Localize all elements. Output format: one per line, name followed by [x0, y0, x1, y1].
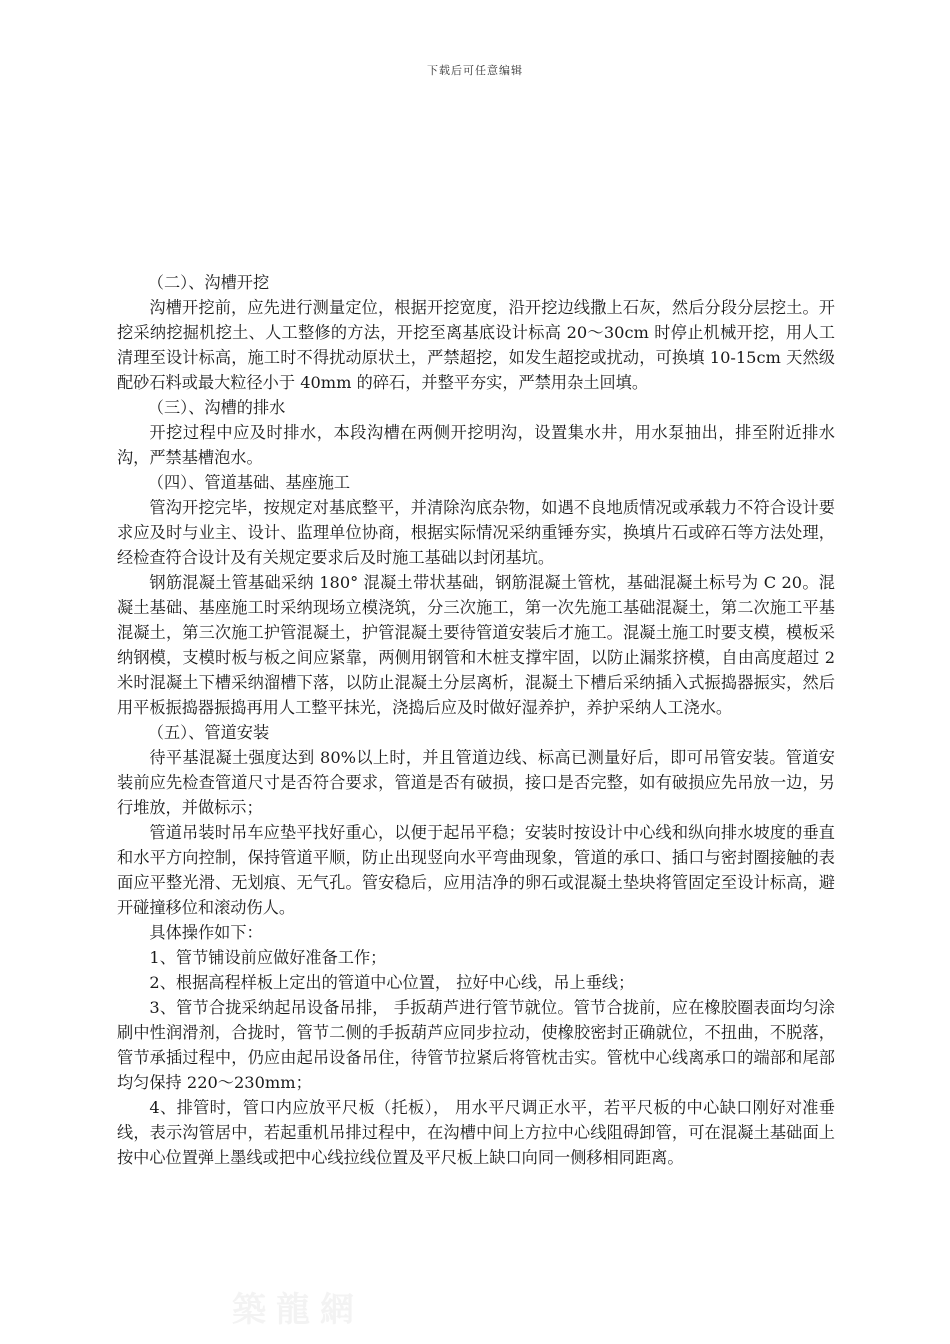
list-item: 4、排管时，管口内应放平尺板（托板）， 用水平尺调正水平，若平尺板的中心缺口刚好对准垂线，表示沟管居中，若起重机吊排过程中，在沟槽中间上方拉中心线阻碍卸管，可在混凝土基础面上按中心位置弹上墨线或把中心线拉线位置及平尺板上缺口向同一侧移相同距离。 — [117, 1098, 835, 1167]
section-heading: （二）、沟槽开挖 — [147, 273, 270, 292]
paragraph: 管沟开挖完毕，按规定对基底整平，并清除沟底杂物，如遇不良地质情况或承载力不符合设计要求应及时与业主、设计、监理单位协商，根据实际情况采纳重锤夯实，换填片石或碎石等方法处理，经检查符合设计及有关规定要求后及时施工基础以封闭基坑。 — [117, 498, 835, 567]
paragraph: 待平基混凝土强度达到 80%以上时，并且管道边线、标高已测量好后，即可吊管安装。管道安装前应先检查管道尺寸是否符合要求，管道是否有破损，接口是否完整，如有破损应先吊放一边，另行堆放，并做标示； — [117, 748, 835, 817]
watermark: 築龍網 — [232, 1290, 364, 1330]
section-heading: （三）、沟槽的排水 — [147, 398, 286, 417]
paragraph: 开挖过程中应及时排水，本段沟槽在两侧开挖明沟，设置集水井，用水泵抽出，排至附近排水沟，严禁基槽泡水。 — [117, 423, 835, 467]
list-item: 1、管节铺设前应做好准备工作； — [149, 948, 387, 967]
paragraph: 钢筋混凝土管基础采纳 180° 混凝土带状基础，钢筋混凝土管枕，基础混凝土标号为 C 20。混凝土基础、基座施工时采纳现场立模浇筑，分三次施工，第一次先施工基础混凝土，第二次施工平基混凝土，第三次施工护管混凝土，护管混凝土要待管道安装后才施工。混凝土施工时要支模，模板采纳钢模，支模时板与板之间应紧靠，两侧用钢管和木桩支撑牢固，以防止漏浆挤模，自由高度超过 2 米时混凝土下槽采纳溜槽下落，以防止混凝土分层离析，混凝土下槽后采纳插入式振捣器振实，然后用平板振捣器振捣再用人工整平抹光，浇捣后应及时做好湿养护，养护采纳人工浇水。 — [117, 573, 835, 717]
document-body — [117, 270, 835, 1170]
paragraph: 具体操作如下： — [149, 923, 263, 942]
paragraph: 沟槽开挖前，应先进行测量定位，根据开挖宽度，沿开挖边线撒上石灰，然后分段分层挖土。开挖采纳挖掘机挖土、人工整修的方法，开挖至离基底设计标高 20～30cm 时停止机械开挖，用人工清理至设计标高，施工时不得扰动原状土，严禁超挖，如发生超挖或扰动，可换填 10-15cm 天然级配砂石料或最大粒径小于 40mm 的碎石，并整平夯实，严禁用杂土回填。 — [117, 298, 835, 392]
list-item: 3、管节合拢采纳起吊设备吊排， 手扳葫芦进行管节就位。管节合拢前，应在橡胶圈表面均匀涂刷中性润滑剂，合拢时，管节二侧的手扳葫芦应同步拉动，使橡胶密封正确就位，不扭曲，不脱落，管节承插过程中，仍应由起吊设备吊住，待管节拉紧后将管枕击实。管枕中心线离承口的端部和尾部均匀保持 220～230mm； — [117, 998, 835, 1092]
section-heading: （四）、管道基础、基座施工 — [147, 473, 351, 492]
section-heading: （五）、管道安装 — [147, 723, 270, 742]
header-note: 下载后可任意编辑 — [427, 64, 523, 77]
paragraph: 管道吊装时吊车应垫平找好重心，以便于起吊平稳；安装时按设计中心线和纵向排水坡度的垂直和水平方向控制，保持管道平顺，防止出现竖向水平弯曲现象，管道的承口、插口与密封圈接触的表面应平整光滑、无划痕、无气孔。管安稳后，应用洁净的卵石或混凝土垫块将管固定至设计标高，避开碰撞移位和滚动伤人。 — [117, 823, 835, 917]
list-item: 2、根据高程样板上定出的管道中心位置， 拉好中心线，吊上垂线； — [149, 973, 635, 992]
